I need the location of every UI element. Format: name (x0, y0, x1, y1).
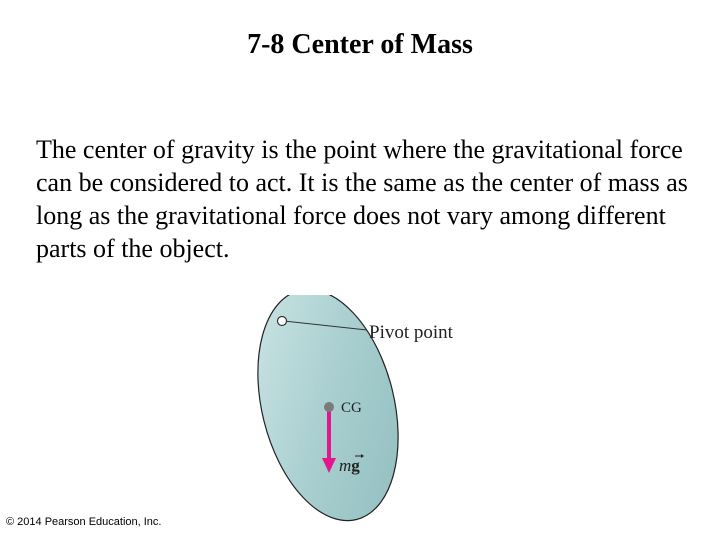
weight-label (339, 456, 360, 475)
body-paragraph: The center of gravity is the point where the gravitational force can be considered to act. It is the same as the center of mass as long as the gravitational force does not vary among different parts of the object. (36, 135, 688, 263)
g-vector-symbol: g (351, 456, 360, 475)
cg-dot (324, 402, 334, 412)
slide-title: 7-8 Center of Mass (247, 29, 473, 60)
pivot-point[interactable] (278, 317, 287, 326)
figure-canvas (245, 295, 485, 523)
mass-symbol: m (339, 456, 352, 475)
pivot-label: Pivot point (369, 322, 453, 343)
cg-label: CG (341, 400, 362, 416)
center-of-gravity-figure (245, 295, 485, 523)
copyright-credit: © 2014 Pearson Education, Inc. (6, 516, 162, 528)
